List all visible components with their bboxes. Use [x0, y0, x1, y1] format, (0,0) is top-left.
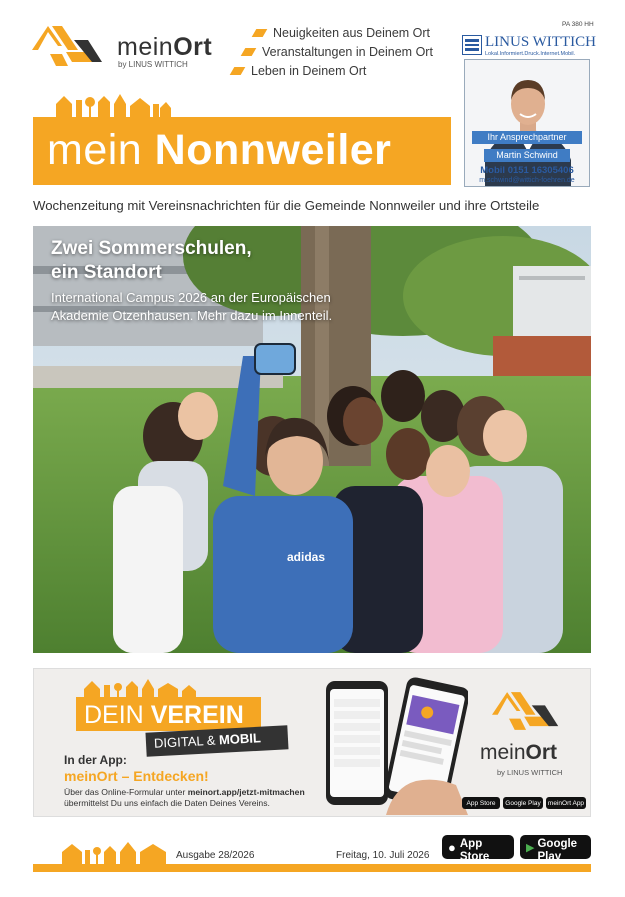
publisher-name: LINUS WITTICH [485, 34, 596, 50]
issue-number: Ausgabe 28/2026 [176, 850, 255, 861]
slash-icon [252, 29, 268, 37]
ad-meinort-app-badge[interactable]: meinOrt App [546, 797, 586, 809]
publisher-logo [462, 33, 596, 59]
ad-description: Über das Online-Formular unter meinort.app/jetzt-mitmachen übermittelst Du uns einfach die Daten Deines Vereins. [64, 787, 305, 808]
page-subtitle: Wochenzeitung mit Vereinsnachrichten für die Gemeinde Nonnweiler und ihre Ortsteile [33, 198, 540, 213]
slash-icon [230, 67, 246, 75]
tagline-life: Leben in Deinem Ort [232, 64, 366, 78]
publisher-emblem-icon [462, 35, 482, 55]
contact-phone: Mobil 0151 16305406 [480, 165, 574, 176]
ad-url-link[interactable]: meinort.app/jetzt-mitmachen [187, 787, 305, 797]
shirt-print: adidas [287, 550, 326, 564]
ad-digital-text: DIGITAL & MOBIL [153, 730, 262, 751]
issue-date: Freitag, 10. Juli 2026 [336, 850, 430, 861]
cover-teaser: International Campus 2026 an der Europäischen Akademie Otzenhausen. Mehr dazu im Innenteil. [51, 290, 333, 323]
ad-logo-mark [492, 687, 562, 735]
contact-box [462, 30, 596, 188]
ad-google-play-badge[interactable]: Google Play [503, 797, 543, 809]
brand-name: meinOrt [117, 33, 213, 61]
ad-headline: DEIN VEREIN [84, 701, 244, 729]
publisher-slogan: Lokal.Informiert.Druck.Internet.Mobil. [485, 51, 576, 57]
brand-byline: by LINUS WITTICH [118, 60, 188, 69]
meinort-logo-mark [32, 22, 106, 70]
ad-cta: meinOrt – Entdecken! [64, 768, 209, 784]
contact-label: Ihr Ansprechpartner [472, 131, 582, 144]
page-title: mein Nonnweiler [47, 126, 392, 174]
ad-skyline-icon [84, 679, 196, 699]
google-play-badge[interactable]: ▶ JETZT BEI Google Play [520, 835, 591, 859]
ad-app-store-badge[interactable]: App Store [462, 797, 500, 809]
footer-skyline-icon [62, 842, 166, 864]
app-advertisement[interactable] [33, 668, 591, 817]
cover-headline: Zwei Sommerschulen, ein Standort [51, 238, 252, 283]
contact-name: Martin Schwind [484, 149, 570, 162]
tagline-events: Veranstaltungen in Deinem Ort [243, 45, 433, 59]
footer-bar [33, 864, 591, 872]
apple-icon: ● [448, 839, 456, 855]
slash-icon [241, 48, 257, 56]
google-play-icon: ▶ [526, 841, 535, 854]
contact-email[interactable]: m.schwind@wittich-foehren.de [479, 177, 575, 184]
ad-phones-image [316, 677, 468, 815]
ad-brand-byline: by LINUS WITTICH [497, 768, 563, 777]
app-store-badge[interactable]: ● Laden im App Store [442, 835, 514, 859]
postal-code-label: PA 380 HH [562, 21, 594, 28]
skyline-icon [56, 92, 171, 118]
tagline-news: Neuigkeiten aus Deinem Ort [254, 26, 430, 40]
ad-brand-name: meinOrt [480, 741, 558, 764]
ad-in-app: In der App: [64, 753, 127, 767]
